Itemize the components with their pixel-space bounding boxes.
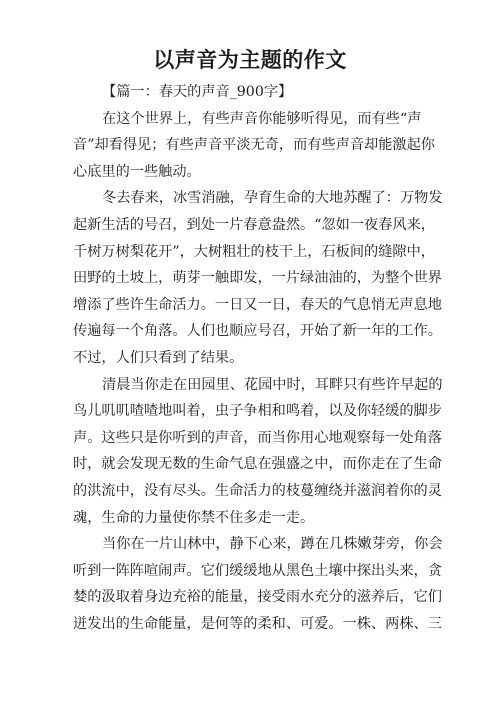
paragraph-1	[73, 106, 435, 186]
paragraph-line: 当你在一片山林中，静下心来，蹲在几株嫩芽旁，你会	[102, 536, 443, 553]
paragraph-line: 鸟儿叽叽喳喳地叫着，虫子争相和鸣着，以及你轻缓的脚步	[73, 403, 442, 420]
paragraph-3	[73, 372, 443, 532]
paragraph-line: 时，就会发现无数的生命气息在强盛之中，而你走在了生命	[73, 456, 442, 473]
paragraph-line: 迸发出的生命能量，是何等的柔和、可爱。一株、两株、三	[73, 615, 442, 632]
paragraph-line: 清晨当你走在田园里、花园中时，耳畔只有些许早起的	[102, 376, 443, 393]
paragraph-2	[73, 185, 443, 371]
paragraph-line: 冬去春来，冰雪消融，孕育生命的大地苏醒了：万物发	[102, 190, 443, 207]
paragraph-line: 魂，生命的力量使你禁不住多走一走。	[73, 509, 315, 526]
paragraph-line: 音”却看得见；有些声音平淡无奇，而有些声音却能激起你	[73, 137, 435, 154]
essay-body	[73, 79, 443, 637]
paragraph-line: 在这个世界上，有些声音你能够听得见，而有些“声	[102, 110, 422, 127]
paragraph-line: 田野的土坡上，萌芽一触即发，一片绿油油的，为整个世界	[73, 270, 442, 287]
paragraph-line: 千树万树梨花开”，大树粗壮的枝干上，石板间的缝隙中，	[73, 243, 435, 260]
paragraph-4	[73, 531, 443, 637]
paragraph-line: 婪的汲取着身边充裕的能量，接受雨水充分的滋养后，它们	[73, 589, 442, 606]
paragraph-line: 声。这些只是你听到的声音，而当你用心地观察每一处角落	[73, 429, 442, 446]
document-title: 以声音为主题的作文	[153, 48, 347, 72]
paragraph-line: 增添了些许生命活力。一日又一日，春天的气息悄无声息地	[73, 296, 442, 313]
paragraph-line: 传遍每一个角落。人们也顺应号召，开始了新一年的工作。	[73, 323, 442, 340]
paragraph-line: 不过，人们只看到了结果。	[73, 349, 244, 366]
paragraph-line: 起新生活的号召，到处一片春意盎然。“忽如一夜春风来，	[73, 216, 435, 233]
section-heading: 【篇一：春天的声音_900字】	[102, 84, 293, 100]
paragraph-line: 心底里的一些触动。	[73, 163, 201, 180]
paragraph-line: 听到一阵阵喧闹声。它们缓缓地从黑色土壤中探出头来，贪	[73, 562, 442, 579]
paragraph-line: 的洪流中，没有尽头。生命活力的枝蔓缠绕并滋润着你的灵	[73, 482, 442, 499]
